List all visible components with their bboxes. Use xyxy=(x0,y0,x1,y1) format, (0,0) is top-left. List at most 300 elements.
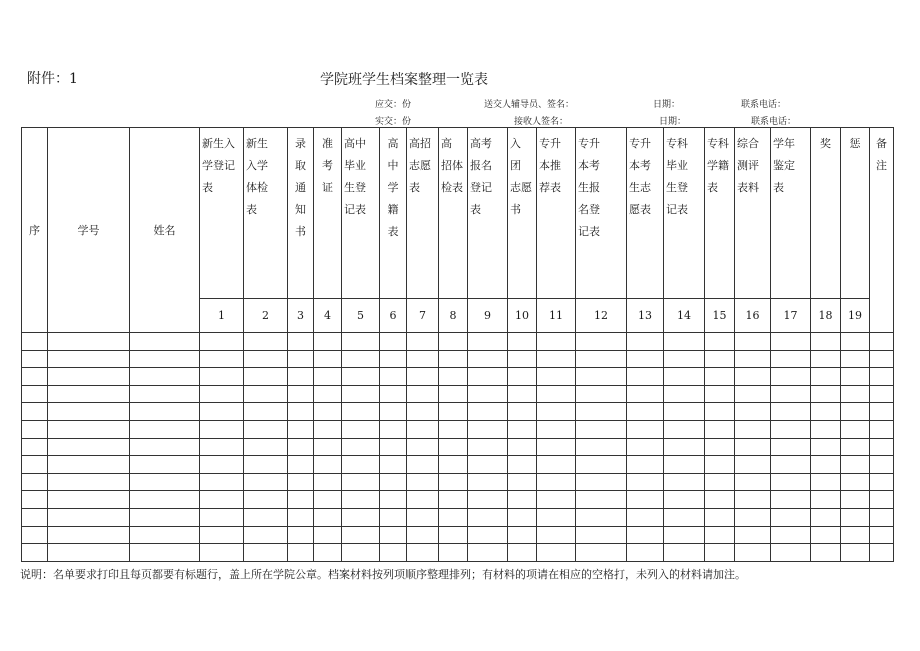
table-cell[interactable] xyxy=(811,420,841,438)
table-cell[interactable] xyxy=(130,350,200,368)
table-cell[interactable] xyxy=(468,420,508,438)
table-cell[interactable] xyxy=(48,491,130,509)
table-cell[interactable] xyxy=(508,438,537,456)
table-cell[interactable] xyxy=(48,368,130,386)
table-cell[interactable] xyxy=(22,473,48,491)
table-cell[interactable] xyxy=(537,456,576,474)
table-cell[interactable] xyxy=(811,403,841,421)
table-cell[interactable] xyxy=(22,403,48,421)
table-cell[interactable] xyxy=(627,438,664,456)
table-cell[interactable] xyxy=(537,473,576,491)
table-cell[interactable] xyxy=(439,368,468,386)
table-cell[interactable] xyxy=(508,385,537,403)
table-cell[interactable] xyxy=(22,544,48,562)
table-cell[interactable] xyxy=(841,544,870,562)
table-cell[interactable] xyxy=(870,456,894,474)
table-cell[interactable] xyxy=(314,526,342,544)
table-cell[interactable] xyxy=(627,368,664,386)
table-cell[interactable] xyxy=(342,456,380,474)
table-cell[interactable] xyxy=(811,350,841,368)
table-cell[interactable] xyxy=(870,438,894,456)
table-cell[interactable] xyxy=(870,403,894,421)
table-cell[interactable] xyxy=(705,491,735,509)
table-cell[interactable] xyxy=(200,385,244,403)
table-cell[interactable] xyxy=(468,544,508,562)
table-cell[interactable] xyxy=(22,508,48,526)
table-cell[interactable] xyxy=(288,385,314,403)
table-cell[interactable] xyxy=(48,350,130,368)
table-cell[interactable] xyxy=(841,456,870,474)
table-cell[interactable] xyxy=(342,368,380,386)
table-cell[interactable] xyxy=(314,491,342,509)
table-cell[interactable] xyxy=(771,333,811,351)
table-cell[interactable] xyxy=(22,438,48,456)
table-cell[interactable] xyxy=(22,526,48,544)
table-cell[interactable] xyxy=(200,456,244,474)
table-cell[interactable] xyxy=(735,368,771,386)
table-cell[interactable] xyxy=(576,368,627,386)
table-cell[interactable] xyxy=(407,420,439,438)
table-cell[interactable] xyxy=(130,473,200,491)
table-cell[interactable] xyxy=(811,491,841,509)
table-cell[interactable] xyxy=(244,526,288,544)
table-cell[interactable] xyxy=(130,491,200,509)
table-cell[interactable] xyxy=(200,420,244,438)
table-cell[interactable] xyxy=(537,385,576,403)
table-cell[interactable] xyxy=(664,333,705,351)
table-cell[interactable] xyxy=(48,333,130,351)
table-cell[interactable] xyxy=(771,420,811,438)
table-cell[interactable] xyxy=(130,438,200,456)
table-cell[interactable] xyxy=(841,385,870,403)
table-cell[interactable] xyxy=(288,333,314,351)
table-cell[interactable] xyxy=(48,385,130,403)
table-cell[interactable] xyxy=(244,350,288,368)
table-cell[interactable] xyxy=(439,473,468,491)
table-cell[interactable] xyxy=(537,368,576,386)
table-cell[interactable] xyxy=(627,420,664,438)
table-cell[interactable] xyxy=(468,385,508,403)
table-cell[interactable] xyxy=(735,473,771,491)
table-cell[interactable] xyxy=(439,456,468,474)
table-cell[interactable] xyxy=(380,456,407,474)
table-cell[interactable] xyxy=(468,491,508,509)
table-cell[interactable] xyxy=(407,544,439,562)
table-cell[interactable] xyxy=(439,526,468,544)
table-cell[interactable] xyxy=(200,544,244,562)
table-cell[interactable] xyxy=(314,350,342,368)
table-cell[interactable] xyxy=(314,473,342,491)
table-cell[interactable] xyxy=(870,420,894,438)
table-cell[interactable] xyxy=(811,368,841,386)
table-cell[interactable] xyxy=(314,456,342,474)
table-cell[interactable] xyxy=(380,385,407,403)
table-cell[interactable] xyxy=(314,438,342,456)
table-cell[interactable] xyxy=(244,456,288,474)
table-cell[interactable] xyxy=(200,438,244,456)
table-cell[interactable] xyxy=(439,544,468,562)
table-cell[interactable] xyxy=(508,368,537,386)
table-cell[interactable] xyxy=(407,385,439,403)
table-cell[interactable] xyxy=(811,333,841,351)
table-cell[interactable] xyxy=(314,420,342,438)
table-cell[interactable] xyxy=(735,333,771,351)
table-cell[interactable] xyxy=(576,403,627,421)
table-cell[interactable] xyxy=(771,508,811,526)
table-cell[interactable] xyxy=(508,491,537,509)
table-cell[interactable] xyxy=(288,438,314,456)
table-cell[interactable] xyxy=(407,403,439,421)
table-cell[interactable] xyxy=(664,491,705,509)
table-cell[interactable] xyxy=(380,420,407,438)
table-cell[interactable] xyxy=(468,473,508,491)
table-cell[interactable] xyxy=(22,385,48,403)
table-cell[interactable] xyxy=(576,438,627,456)
table-cell[interactable] xyxy=(664,420,705,438)
table-cell[interactable] xyxy=(342,420,380,438)
table-cell[interactable] xyxy=(705,526,735,544)
table-cell[interactable] xyxy=(288,473,314,491)
table-cell[interactable] xyxy=(537,438,576,456)
table-cell[interactable] xyxy=(342,350,380,368)
table-cell[interactable] xyxy=(664,385,705,403)
table-cell[interactable] xyxy=(576,456,627,474)
table-cell[interactable] xyxy=(244,438,288,456)
table-cell[interactable] xyxy=(200,368,244,386)
table-cell[interactable] xyxy=(841,403,870,421)
table-cell[interactable] xyxy=(811,385,841,403)
table-cell[interactable] xyxy=(664,403,705,421)
table-cell[interactable] xyxy=(130,368,200,386)
table-cell[interactable] xyxy=(439,333,468,351)
table-cell[interactable] xyxy=(342,385,380,403)
table-cell[interactable] xyxy=(811,438,841,456)
table-cell[interactable] xyxy=(22,491,48,509)
table-cell[interactable] xyxy=(735,438,771,456)
table-cell[interactable] xyxy=(468,508,508,526)
table-cell[interactable] xyxy=(705,438,735,456)
table-cell[interactable] xyxy=(841,420,870,438)
table-cell[interactable] xyxy=(288,350,314,368)
table-cell[interactable] xyxy=(537,526,576,544)
table-cell[interactable] xyxy=(735,526,771,544)
table-cell[interactable] xyxy=(705,473,735,491)
table-cell[interactable] xyxy=(508,420,537,438)
table-cell[interactable] xyxy=(735,508,771,526)
table-cell[interactable] xyxy=(664,473,705,491)
table-cell[interactable] xyxy=(508,544,537,562)
table-cell[interactable] xyxy=(288,403,314,421)
table-cell[interactable] xyxy=(380,438,407,456)
table-cell[interactable] xyxy=(439,403,468,421)
table-cell[interactable] xyxy=(342,544,380,562)
table-cell[interactable] xyxy=(537,403,576,421)
table-cell[interactable] xyxy=(314,385,342,403)
table-cell[interactable] xyxy=(508,526,537,544)
table-cell[interactable] xyxy=(537,333,576,351)
table-cell[interactable] xyxy=(735,456,771,474)
table-cell[interactable] xyxy=(576,420,627,438)
table-cell[interactable] xyxy=(244,544,288,562)
table-cell[interactable] xyxy=(537,508,576,526)
table-cell[interactable] xyxy=(22,350,48,368)
table-cell[interactable] xyxy=(870,350,894,368)
table-cell[interactable] xyxy=(576,526,627,544)
table-cell[interactable] xyxy=(576,491,627,509)
table-cell[interactable] xyxy=(537,491,576,509)
table-cell[interactable] xyxy=(48,526,130,544)
table-cell[interactable] xyxy=(407,508,439,526)
table-cell[interactable] xyxy=(771,526,811,544)
table-cell[interactable] xyxy=(380,544,407,562)
table-cell[interactable] xyxy=(48,456,130,474)
table-cell[interactable] xyxy=(468,456,508,474)
table-cell[interactable] xyxy=(314,333,342,351)
table-cell[interactable] xyxy=(870,526,894,544)
table-cell[interactable] xyxy=(627,473,664,491)
table-cell[interactable] xyxy=(342,438,380,456)
table-cell[interactable] xyxy=(735,420,771,438)
table-cell[interactable] xyxy=(314,403,342,421)
table-cell[interactable] xyxy=(576,333,627,351)
table-cell[interactable] xyxy=(537,420,576,438)
table-cell[interactable] xyxy=(735,350,771,368)
table-cell[interactable] xyxy=(380,473,407,491)
table-cell[interactable] xyxy=(407,333,439,351)
table-cell[interactable] xyxy=(380,333,407,351)
table-cell[interactable] xyxy=(811,508,841,526)
table-cell[interactable] xyxy=(342,473,380,491)
table-cell[interactable] xyxy=(771,491,811,509)
table-cell[interactable] xyxy=(130,333,200,351)
table-cell[interactable] xyxy=(508,333,537,351)
table-cell[interactable] xyxy=(627,526,664,544)
table-cell[interactable] xyxy=(508,473,537,491)
table-cell[interactable] xyxy=(48,403,130,421)
table-cell[interactable] xyxy=(870,368,894,386)
table-cell[interactable] xyxy=(244,491,288,509)
table-cell[interactable] xyxy=(771,544,811,562)
table-cell[interactable] xyxy=(439,420,468,438)
table-cell[interactable] xyxy=(705,403,735,421)
table-cell[interactable] xyxy=(244,473,288,491)
table-cell[interactable] xyxy=(664,508,705,526)
table-cell[interactable] xyxy=(48,420,130,438)
table-cell[interactable] xyxy=(288,526,314,544)
table-cell[interactable] xyxy=(200,473,244,491)
table-cell[interactable] xyxy=(342,491,380,509)
table-cell[interactable] xyxy=(200,508,244,526)
col-header-doc-15 xyxy=(705,128,735,299)
table-cell[interactable] xyxy=(664,526,705,544)
table-cell[interactable] xyxy=(841,491,870,509)
table-cell[interactable] xyxy=(130,403,200,421)
table-cell[interactable] xyxy=(508,456,537,474)
table-cell[interactable] xyxy=(627,350,664,368)
table-cell[interactable] xyxy=(439,491,468,509)
table-cell[interactable] xyxy=(627,385,664,403)
table-cell[interactable] xyxy=(244,420,288,438)
table-cell[interactable] xyxy=(627,491,664,509)
table-cell[interactable] xyxy=(380,350,407,368)
table-cell[interactable] xyxy=(841,333,870,351)
table-cell[interactable] xyxy=(735,385,771,403)
table-cell[interactable] xyxy=(244,368,288,386)
table-cell[interactable] xyxy=(841,508,870,526)
table-cell[interactable] xyxy=(771,385,811,403)
table-cell[interactable] xyxy=(841,526,870,544)
table-cell[interactable] xyxy=(342,526,380,544)
table-cell[interactable] xyxy=(288,456,314,474)
table-cell[interactable] xyxy=(870,544,894,562)
table-cell[interactable] xyxy=(130,385,200,403)
table-cell[interactable] xyxy=(664,438,705,456)
table-cell[interactable] xyxy=(407,473,439,491)
table-cell[interactable] xyxy=(22,456,48,474)
table-cell[interactable] xyxy=(627,333,664,351)
table-cell[interactable] xyxy=(244,385,288,403)
table-cell[interactable] xyxy=(439,385,468,403)
table-cell[interactable] xyxy=(200,491,244,509)
table-cell[interactable] xyxy=(705,508,735,526)
table-cell[interactable] xyxy=(537,350,576,368)
table-cell[interactable] xyxy=(200,403,244,421)
table-cell[interactable] xyxy=(735,403,771,421)
table-cell[interactable] xyxy=(735,544,771,562)
table-cell[interactable] xyxy=(870,333,894,351)
table-cell[interactable] xyxy=(48,438,130,456)
table-cell[interactable] xyxy=(811,473,841,491)
table-cell[interactable] xyxy=(439,508,468,526)
table-cell[interactable] xyxy=(468,438,508,456)
table-cell[interactable] xyxy=(870,385,894,403)
table-cell[interactable] xyxy=(576,385,627,403)
table-cell[interactable] xyxy=(380,368,407,386)
table-cell[interactable] xyxy=(48,508,130,526)
table-cell[interactable] xyxy=(468,333,508,351)
table-cell[interactable] xyxy=(22,333,48,351)
table-cell[interactable] xyxy=(48,473,130,491)
table-cell[interactable] xyxy=(705,368,735,386)
table-cell[interactable] xyxy=(342,403,380,421)
table-cell[interactable] xyxy=(439,350,468,368)
table-cell[interactable] xyxy=(22,368,48,386)
table-cell[interactable] xyxy=(508,403,537,421)
table-cell[interactable] xyxy=(705,350,735,368)
table-cell[interactable] xyxy=(771,368,811,386)
table-cell[interactable] xyxy=(439,438,468,456)
table-cell[interactable] xyxy=(664,368,705,386)
table-cell[interactable] xyxy=(627,508,664,526)
table-cell[interactable] xyxy=(407,438,439,456)
table-cell[interactable] xyxy=(508,350,537,368)
table-cell[interactable] xyxy=(735,491,771,509)
table-cell[interactable] xyxy=(200,526,244,544)
table-cell[interactable] xyxy=(130,420,200,438)
table-cell[interactable] xyxy=(244,403,288,421)
table-cell[interactable] xyxy=(870,491,894,509)
table-cell[interactable] xyxy=(200,350,244,368)
table-cell[interactable] xyxy=(841,473,870,491)
table-cell[interactable] xyxy=(576,544,627,562)
table-cell[interactable] xyxy=(468,368,508,386)
table-cell[interactable] xyxy=(130,544,200,562)
table-cell[interactable] xyxy=(576,508,627,526)
table-cell[interactable] xyxy=(314,544,342,562)
table-cell[interactable] xyxy=(705,544,735,562)
table-cell[interactable] xyxy=(576,350,627,368)
table-cell[interactable] xyxy=(380,508,407,526)
table-cell[interactable] xyxy=(841,438,870,456)
table-cell[interactable] xyxy=(468,350,508,368)
table-cell[interactable] xyxy=(627,544,664,562)
table-cell[interactable] xyxy=(537,544,576,562)
table-cell[interactable] xyxy=(288,491,314,509)
table-cell[interactable] xyxy=(811,456,841,474)
table-cell[interactable] xyxy=(288,508,314,526)
table-cell[interactable] xyxy=(468,403,508,421)
table-cell[interactable] xyxy=(664,456,705,474)
table-cell[interactable] xyxy=(342,333,380,351)
table-cell[interactable] xyxy=(288,420,314,438)
table-cell[interactable] xyxy=(627,403,664,421)
table-cell[interactable] xyxy=(468,526,508,544)
table-cell[interactable] xyxy=(130,526,200,544)
table-cell[interactable] xyxy=(576,473,627,491)
table-cell[interactable] xyxy=(771,473,811,491)
table-cell[interactable] xyxy=(664,544,705,562)
table-cell[interactable] xyxy=(407,526,439,544)
table-cell[interactable] xyxy=(771,438,811,456)
table-cell[interactable] xyxy=(407,368,439,386)
table-cell[interactable] xyxy=(705,333,735,351)
table-cell[interactable] xyxy=(841,350,870,368)
table-cell[interactable] xyxy=(705,385,735,403)
table-cell[interactable] xyxy=(130,508,200,526)
table-cell[interactable] xyxy=(508,508,537,526)
table-cell[interactable] xyxy=(407,350,439,368)
table-cell[interactable] xyxy=(705,420,735,438)
table-cell[interactable] xyxy=(288,544,314,562)
table-cell[interactable] xyxy=(380,491,407,509)
table-cell[interactable] xyxy=(380,526,407,544)
table-cell[interactable] xyxy=(244,333,288,351)
table-cell[interactable] xyxy=(314,508,342,526)
table-cell[interactable] xyxy=(380,403,407,421)
table-cell[interactable] xyxy=(48,544,130,562)
table-cell[interactable] xyxy=(771,403,811,421)
table-cell[interactable] xyxy=(288,368,314,386)
table-cell[interactable] xyxy=(314,368,342,386)
table-cell[interactable] xyxy=(870,473,894,491)
table-cell[interactable] xyxy=(627,456,664,474)
table-cell[interactable] xyxy=(407,456,439,474)
table-cell[interactable] xyxy=(22,420,48,438)
table-cell[interactable] xyxy=(705,456,735,474)
table-cell[interactable] xyxy=(870,508,894,526)
table-cell[interactable] xyxy=(841,368,870,386)
table-cell[interactable] xyxy=(771,350,811,368)
table-cell[interactable] xyxy=(664,350,705,368)
table-cell[interactable] xyxy=(342,508,380,526)
table-cell[interactable] xyxy=(244,508,288,526)
table-cell[interactable] xyxy=(130,456,200,474)
table-cell[interactable] xyxy=(811,544,841,562)
table-cell[interactable] xyxy=(407,491,439,509)
table-cell[interactable] xyxy=(811,526,841,544)
table-cell[interactable] xyxy=(200,333,244,351)
table-cell[interactable] xyxy=(771,456,811,474)
